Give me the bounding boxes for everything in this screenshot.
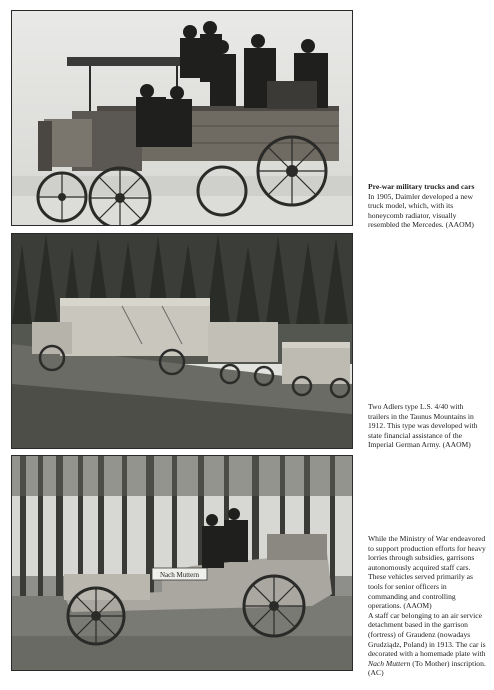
- caption-paragraph-2-start: A staff car belonging to an air service detachment based in the garrison (fortress) of Graudenz (nowadays Grudziądz, Poland) in 1913. The car is decorated with a homemade plate with: [368, 610, 486, 659]
- caption-body: Two Adlers type L.S. 4/40 with trailers in the Taunus Mountains in 1912. This type was developed with state financial assistance of the Imperial German Army. (AAOM): [368, 402, 478, 450]
- photo-daimler-truck: [11, 10, 353, 226]
- caption-paragraph-2-end: (To Mother) inscription. (AC): [368, 658, 486, 678]
- caption-italic-inscription: Nach Muttern: [368, 658, 411, 668]
- photo-adler-trucks: [11, 233, 353, 449]
- caption-adler-trucks: [368, 402, 486, 450]
- photo-staff-car: [11, 455, 353, 671]
- caption-staff-car: [368, 534, 486, 678]
- caption-body: In 1905, Daimler developed a new truck model, which, with its honeycomb radiator, visually resembled the Mercedes. (AAOM): [368, 191, 474, 230]
- caption-daimler-truck: [368, 182, 486, 230]
- caption-paragraph-1: While the Ministry of War endeavored to support production efforts for heavy lorries through subsidies, garrisons autonomously acquired staff cars. These vehicles served primarily as tools for senior officers in commanding and controlling operations. (AAOM): [368, 534, 486, 611]
- plate-inscription: Nach Muttern: [159, 571, 200, 579]
- caption-heading: Pre-war military trucks and cars: [368, 182, 475, 191]
